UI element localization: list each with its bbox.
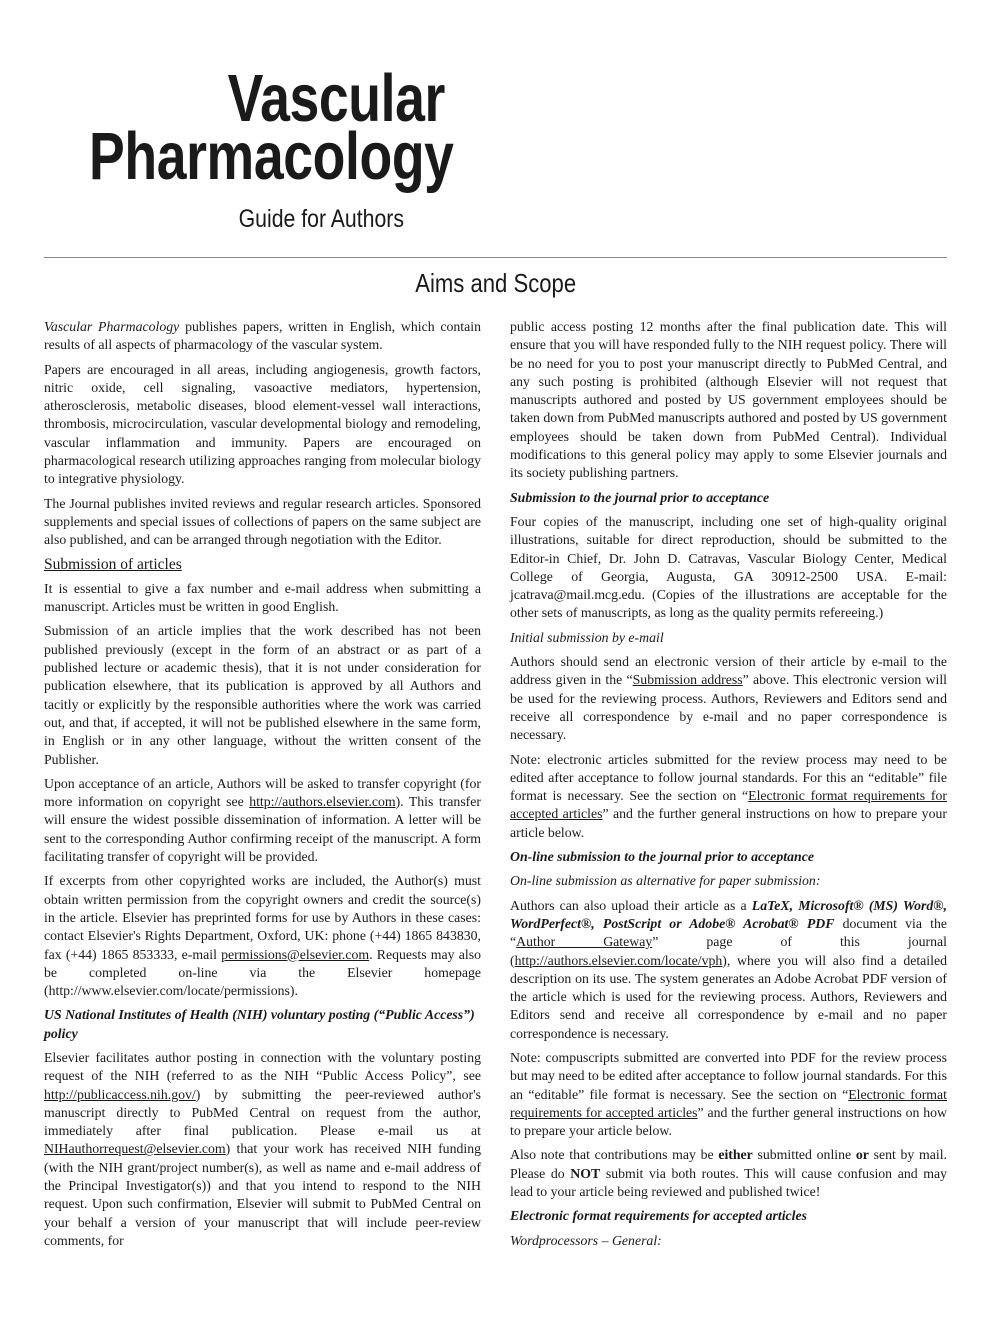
- permissions-paragraph: If excerpts from other copyrighted works are included, the Author(s) must obtain written permission from the copyright owners and credit the source(s) in the article. Elsevier has preprinted forms for use by Authors in these cases: contact Elsevier's Rights Department, Oxford, UK: phone (+44) 1865 843830, fax (+44) 1865 853333, e-mail permissions@elsevier.com. Requests may also be completed on-line via the Elsevier homepage (http://www.elsevier.com/locate/permissions).: [44, 873, 481, 999]
- journal-name: Vascular Pharmacology: [44, 319, 180, 334]
- electronic-format-link[interactable]: Electronic format requirements for accepted articles: [510, 788, 947, 822]
- right-column: [510, 318, 947, 1256]
- section-title: [44, 268, 947, 299]
- journal-title-line-1: Vascular: [227, 61, 445, 136]
- nih-policy-heading: US National Institutes of Health (NIH) voluntary posting (“Public Access”) policy: [44, 1007, 475, 1041]
- journal-title-line-2: Pharmacology: [89, 119, 454, 194]
- guide-subtitle: Guide for Authors: [238, 205, 404, 233]
- left-column: [44, 318, 481, 1256]
- nih-continued-paragraph: public access posting 12 months after the final publication date. This will ensure that you will have responded fully to the NIH request policy. There will be no need for you to post your manuscript directly to PubMed Central, and any such posting is prohibited (although Elsevier will not request that manuscripts authored and posted by US government employees should be taken down from PubMed manuscripts authored and posted by US government employees should be taken down from PubMed Central). Individual modifications to this general policy may apply to some Elsevier journals and its society publishing partners.: [510, 319, 947, 481]
- originality-paragraph: Submission of an article implies that the work described has not been published previously (except in the form of an abstract or as part of a published lecture or academic thesis), that it is not under consideration for publication elsewhere, that its publication is approved by all Authors and tacitly or explicitly by the responsible authorities where the work was carried out, and that, if accepted, it will not be published elsewhere in the same form, in English or in any other language, without the written consent of the Publisher.: [44, 623, 481, 767]
- prior-acceptance-heading: Submission to the journal prior to acceptance: [510, 489, 770, 505]
- intro-paragraph: Vascular Pharmacology publishes papers, written in English, which contain results of all aspects of pharmacology of the vascular system.: [44, 319, 481, 353]
- journal-title: [89, 61, 454, 194]
- publicaccess-link[interactable]: http://publicaccess.nih.gov/: [44, 1086, 196, 1102]
- nih-paragraph: Elsevier facilitates author posting in connection with the voluntary posting request of the NIH (referred to as the NIH “Public Access Policy”, see http://publicaccess.nih.gov/) by submitting the peer-reviewed author's manuscript directly to PubMed Central on request from the author, immediately after final publication. Please e-mail us at NIHauthorrequest@elsevier.com) that your work has received NIH funding (with the NIH grant/project number(s), as well as name and e-mail address of the Principal Investigator(s)) and that you intend to respond to the NIH request. Upon such confirmation, Elsevier will submit to PubMed Central on your behalf a version of your manuscript that will include peer-review comments, for: [44, 1049, 481, 1248]
- online-submission-heading: On-line submission to the journal prior to acceptance: [510, 849, 814, 865]
- author-gateway-link[interactable]: Author Gateway: [516, 934, 653, 950]
- wordprocessors-heading: Wordprocessors – General:: [510, 1232, 662, 1248]
- submission-address-link[interactable]: Submission address: [632, 672, 743, 688]
- compuscript-note-paragraph: Note: compuscripts submitted are converted into PDF for the review process but may need to be edited after acceptance to follow journal standards. For this an “editable” file format is necessary. See the section on “Electronic format requirements for accepted articles” and the further general instructions on how to prepare your article below.: [510, 1049, 947, 1139]
- contact-paragraph: It is essential to give a fax number and e-mail address when submitting a manuscript. Articles must be written in good English.: [44, 580, 481, 615]
- initial-email-heading: Initial submission by e-mail: [510, 629, 664, 645]
- single-route-paragraph: Also note that contributions may be either submitted online or sent by mail. Please do NOT submit via both routes. This will cause confusion and may lead to your article being reviewed and published twice!: [510, 1147, 947, 1200]
- submission-heading: Submission of articles: [44, 555, 182, 573]
- email-submission-paragraph: Authors should send an electronic version of their article by e-mail to the address given in the “Submission address” above. This electronic version will be used for the reviewing process. Authors, Reviewers and Editors send and receive all correspondence by e-mail and no paper correspondence is necessary.: [510, 654, 947, 743]
- electronic-format-link-2[interactable]: Electronic format requirements for accepted articles: [510, 1086, 947, 1120]
- copyright-paragraph: Upon acceptance of an article, Authors will be asked to transfer copyright (for more information on copyright see http://authors.elsevier.com). This transfer will ensure the widest possible dissemination of information. A letter will be sent to the corresponding Author confirming receipt of the manuscript. A form facilitating transfer of copyright will be provided.: [44, 775, 481, 865]
- section-title-text: Aims and Scope: [415, 268, 576, 298]
- file-formats: LaTeX, Microsoft® (MS) Word®, WordPerfect®, PostScript or Adobe® Acrobat® PDF: [510, 897, 947, 931]
- permissions-email-link[interactable]: permissions@elsevier.com: [221, 946, 370, 962]
- authors-elsevier-link[interactable]: http://authors.elsevier.com: [249, 794, 396, 810]
- upload-paragraph: Authors can also upload their article as a LaTeX, Microsoft® (MS) Word®, WordPerfect®, PostScript or Adobe® Acrobat® PDF document via the “Author Gateway” page of this journal (http://authors.elsevier.com/locate/vph), where you will also find a detailed description on its use. The system generates an Adobe Acrobat PDF version of the article which is used for the reviewing process. Authors, Reviewers and Editors send and receive all correspondence by e-mail and no paper correspondence is necessary.: [510, 897, 948, 1041]
- editable-note-paragraph: Note: electronic articles submitted for the review process may need to be edited after acceptance to follow journal standards. For this an “editable” file format is necessary. See the section on “Electronic format requirements for accepted articles” and the further general instructions on how to prepare your article below.: [510, 751, 947, 840]
- electronic-format-heading: Electronic format requirements for accepted articles: [510, 1208, 807, 1224]
- scope-paragraph: Papers are encouraged in all areas, including angiogenesis, growth factors, nitric oxide, cell signaling, vasoactive mediators, hypertension, atherosclerosis, metabolic diseases, blood element-vessel wall interactions, thrombosis, microcirculation, vascular developmental biology and remodeling, vascular inflammation and immunity. Papers are encouraged on pharmacological research utilizing approaches ranging from molecular biology to integrative physiology.: [44, 361, 481, 487]
- vph-locate-link[interactable]: http://authors.elsevier.com/locate/vph: [514, 952, 723, 968]
- article-types-paragraph: The Journal publishes invited reviews and regular research articles. Sponsored supplements and special issues of collections of papers on the same subject are also published, and can be arranged through negotiation with the Editor.: [44, 495, 481, 548]
- header-divider: [44, 257, 947, 258]
- online-alternative-heading: On-line submission as alternative for paper submission:: [510, 873, 821, 889]
- manuscript-copies-paragraph: Four copies of the manuscript, including one set of high-quality original illustrations, suitable for direct reproduction, should be submitted to the Editor-in Chief, Dr. John D. Catravas, Vascular Biology Center, Medical College of Georgia, Augusta, GA 30912-2500 USA. E-mail: jcatrava@mail.mcg.edu. (Copies of the illustrations are acceptable for the other sets of manuscripts, as long as the quality permits refereeing.): [510, 513, 947, 621]
- nih-request-email-link[interactable]: NIHauthorrequest@elsevier.com: [44, 1141, 226, 1157]
